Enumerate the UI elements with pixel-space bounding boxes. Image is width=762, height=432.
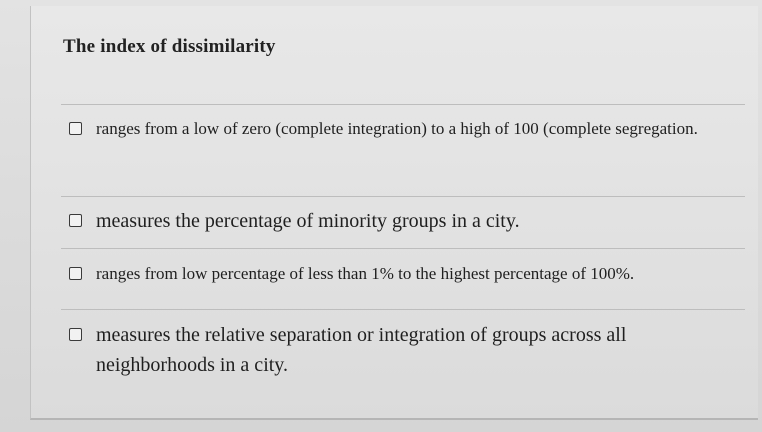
question-title: The index of dissimilarity <box>63 36 276 57</box>
answer-option-3[interactable] <box>69 259 709 289</box>
checkbox-icon[interactable] <box>69 267 82 280</box>
answer-option-label: ranges from a low of zero (complete integration) to a high of 100 (complete segregation. <box>96 119 698 138</box>
answer-option-label: ranges from low percentage of less than 1% to the highest percentage of 100%. <box>96 264 635 283</box>
answer-option-label: measures the relative separation or integration of groups across all neighborhoods in a city. <box>96 324 627 376</box>
checkbox-icon[interactable] <box>69 214 82 227</box>
checkbox-icon[interactable] <box>69 328 82 341</box>
answer-option-1[interactable] <box>69 114 709 144</box>
divider <box>61 104 745 105</box>
divider <box>61 196 745 197</box>
divider <box>61 309 745 310</box>
answer-option-2[interactable] <box>69 206 709 236</box>
divider <box>61 248 745 249</box>
checkbox-icon[interactable] <box>69 122 82 135</box>
answer-option-label: measures the percentage of minority groups in a city. <box>96 210 520 232</box>
question-card <box>30 6 758 420</box>
answer-option-4[interactable] <box>69 320 709 380</box>
